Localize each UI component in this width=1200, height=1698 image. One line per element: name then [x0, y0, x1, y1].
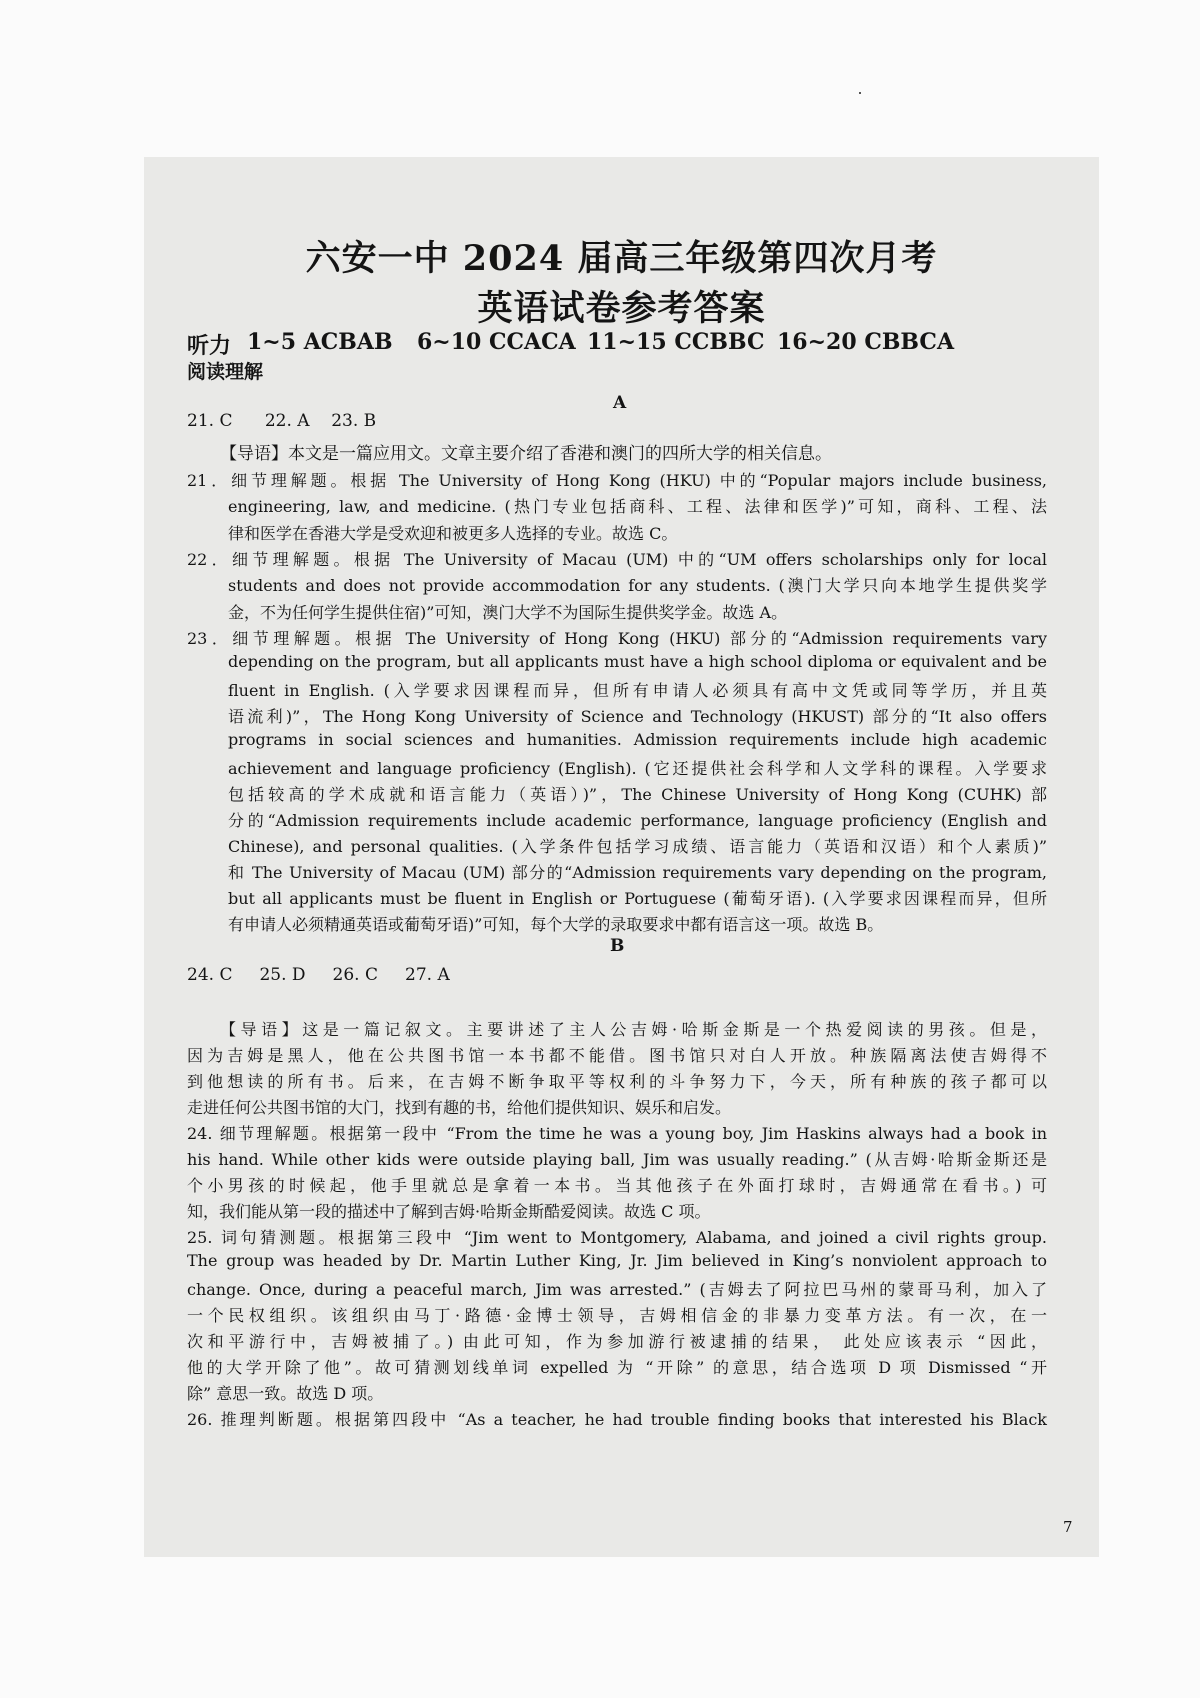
section-b-intro-line-2: 因为吉姆是黑人，他在公共图书馆一本书都不能借。图书馆只对白人开放。种族隔离法使吉姆得不 [187, 1046, 1047, 1065]
exam-title: 六安一中 2024 届高三年级第四次月考 [305, 238, 938, 279]
exam-subtitle: 英语试卷参考答案 [477, 288, 766, 329]
section-b-marker: B [610, 936, 625, 956]
section-a-intro: 【导语】本文是一篇应用文。文章主要介绍了香港和澳门的四所大学的相关信息。 [220, 444, 832, 464]
q23-line-7: 包括较高的学术成就和语言能力（英语）)”，The Chinese University of Hong Kong (CUHK) 部 [228, 785, 1047, 804]
q25-line-4: 一个民权组织。该组织由马丁·路德·金博士领导，吉姆相信金的非暴力变革方法。有一次，在一 [187, 1306, 1047, 1325]
q23-line-10: 和 The University of Macau (UM) 部分的“Admission requirements vary depending on the program, [228, 863, 1047, 882]
q25-line-3: change. Once, during a peaceful march, Jim was arrested.” (吉姆去了阿拉巴马州的蒙哥马利，加入了 [187, 1280, 1047, 1299]
q23-line-9: Chinese), and personal qualities. (入学条件包括学习成绩、语言能力（英语和汉语）和个人素质)” [228, 837, 1047, 856]
q25-line-6: 他的大学开除了他”。故可猜测划线单词 expelled 为 “开除” 的意思，结合选项 D 项 Dismissed “开 [187, 1358, 1047, 1377]
q25-line-1: 25. 词句猜测题。根据第三段中 “Jim went to Montgomery, Alabama, and joined a civil rights group. [187, 1228, 1047, 1247]
q23-line-4: 语流利)”，The Hong Kong University of Science and Technology (HKUST) 部分的“It also offers [228, 707, 1047, 726]
section-b-intro-line-3: 到他想读的所有书。后来，在吉姆不断争取平等权利的斗争努力下，今天，所有种族的孩子都可以 [187, 1072, 1047, 1091]
scan-speck [859, 92, 861, 94]
q26-line-1: 26. 推理判断题。根据第四段中 “As a teacher, he had trouble finding books that interested his Black [187, 1410, 1047, 1429]
section-b-intro-line-4: 走进任何公共图书馆的大门，找到有趣的书，给他们提供知识、娱乐和启发。 [187, 1098, 732, 1117]
q25-line-5: 次和平游行中，吉姆被捕了。) 由此可知，作为参加游行被逮捕的结果， 此处应该表示 “因此， [187, 1332, 1047, 1351]
q23-line-12: 有申请人必须精通英语或葡萄牙语)”可知，每个大学的录取要求中都有语言这一项。故选 B。 [228, 915, 884, 934]
q25-line-2: The group was headed by Dr. Martin Luther King, Jr. Jim believed in King’s nonviolent approach to [187, 1251, 1047, 1270]
q23-line-2: depending on the program, but all applicants must have a high school diploma or equivalent and be [228, 652, 1047, 671]
listening-group-1: 1~5 ACBAB [247, 329, 393, 355]
section-b-intro-line-1: 【导语】这是一篇记叙文。主要讲述了主人公吉姆·哈斯金斯是一个热爱阅读的男孩。但是， [220, 1020, 1047, 1039]
listening-group-2: 6~10 CCACA [417, 329, 576, 355]
q21-line-3: 律和医学在香港大学是受欢迎和被更多人选择的专业。故选 C。 [228, 524, 678, 543]
section-a-answers: 21. C 22. A 23. B [187, 411, 377, 431]
section-a-marker: A [613, 393, 627, 413]
listening-label: 听力 [187, 333, 232, 359]
section-b-answers: 24. C 25. D 26. C 27. A [187, 965, 450, 985]
q23-line-11: but all applicants must be fluent in English or Portuguese (葡萄牙语). (入学要求因课程而异，但所 [228, 889, 1047, 908]
q23-line-8: 分的“Admission requirements include academic performance, language proficiency (English and [228, 811, 1047, 830]
q23-line-1: 23．细节理解题。根据 The University of Hong Kong (HKU) 部分的“Admission requirements vary [187, 629, 1047, 648]
listening-group-3: 11~15 CCBBC [587, 329, 765, 355]
q22-line-2: students and does not provide accommodation for any students. (澳门大学只向本地学生提供奖学 [228, 576, 1047, 595]
q24-line-4: 知，我们能从第一段的描述中了解到吉姆·哈斯金斯酷爱阅读。故选 C 项。 [187, 1202, 711, 1221]
reading-heading: 阅读理解 [187, 361, 264, 383]
q22-line-3: 金，不为任何学生提供住宿)”可知，澳门大学不为国际生提供奖学金。故选 A。 [228, 603, 788, 622]
listening-group-4: 16~20 CBBCA [777, 329, 955, 355]
q21-line-2: engineering, law, and medicine. (热门专业包括商科、工程、法律和医学)”可知，商科、工程、法 [228, 497, 1047, 516]
q23-line-3: fluent in English. (入学要求因课程而异，但所有申请人必须具有高中文凭或同等学历，并且英 [228, 681, 1047, 700]
q21-line-1: 21．细节理解题。根据 The University of Hong Kong (HKU) 中的“Popular majors include business, [187, 471, 1047, 490]
q24-line-2: his hand. While other kids were outside playing ball, Jim was usually reading.” (从吉姆·哈斯金斯还是 [187, 1150, 1047, 1169]
page-number: 7 [1063, 1518, 1073, 1536]
q24-line-3: 个小男孩的时候起，他手里就总是拿着一本书。当其他孩子在外面打球时，吉姆通常在看书。) 可 [187, 1176, 1047, 1195]
answer-sheet [144, 157, 1099, 1557]
q22-line-1: 22．细节理解题。根据 The University of Macau (UM) 中的“UM offers scholarships only for local [187, 550, 1047, 569]
q24-line-1: 24. 细节理解题。根据第一段中 “From the time he was a young boy, Jim Haskins always had a book in [187, 1124, 1047, 1143]
q23-line-6: achievement and language proficiency (English). (它还提供社会科学和人文学科的课程。入学要求 [228, 759, 1047, 778]
q23-line-5: programs in social sciences and humanities. Admission requirements include high academic [228, 730, 1047, 749]
q25-line-7: 除” 意思一致。故选 D 项。 [187, 1384, 384, 1403]
